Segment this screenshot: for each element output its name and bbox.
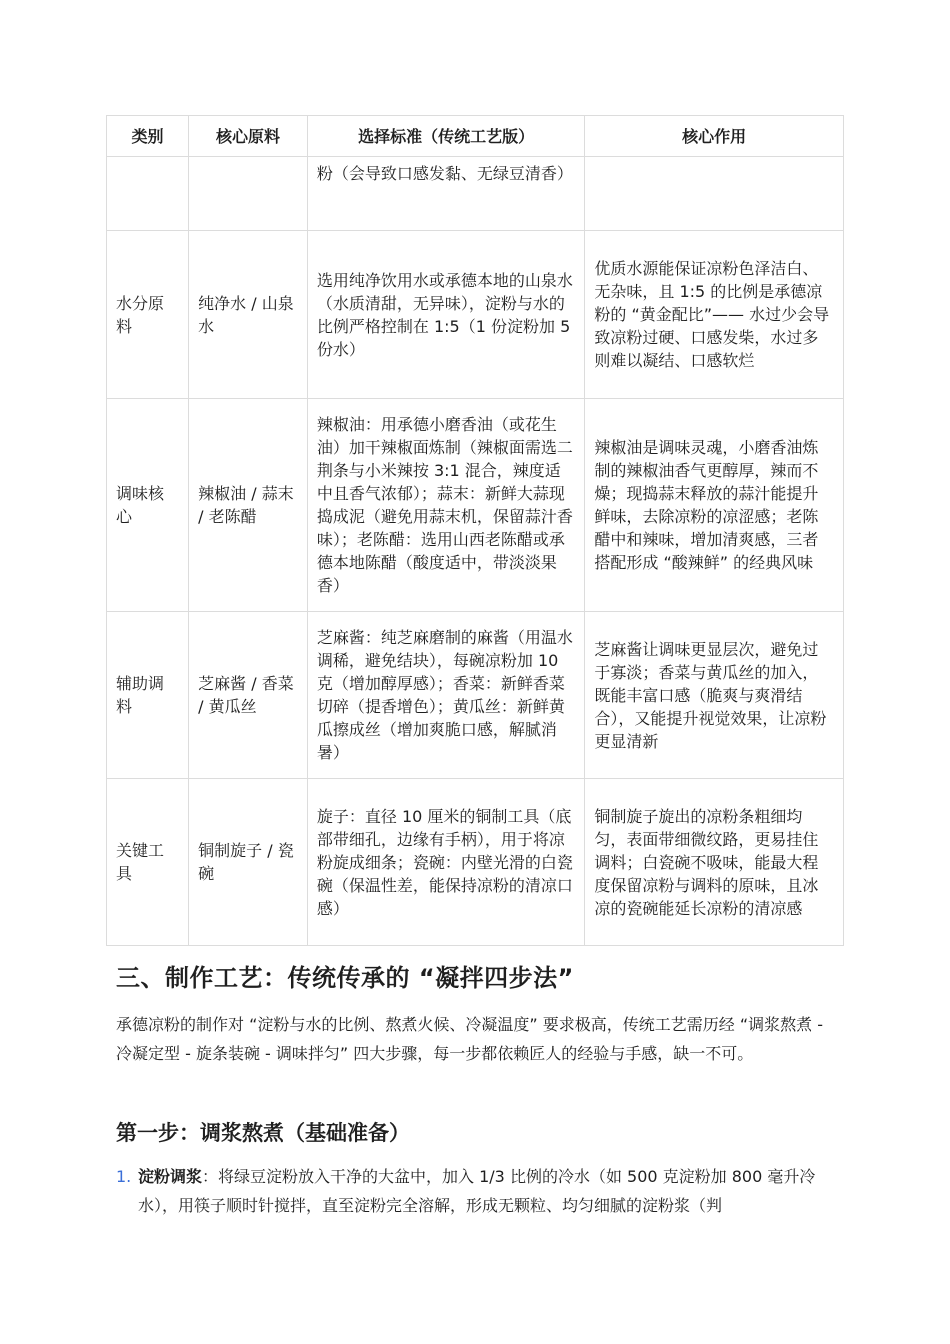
cell-standard: 芝麻酱：纯芝麻磨制的麻酱（用温水调稀，避免结块），每碗凉粉加 10 克（增加醇厚感）；香菜：新鲜香菜切碎（提香增色）；黄瓜丝：新鲜黄瓜擦成丝（增加爽脆口感，解腻消暑）: [307, 612, 584, 779]
section-intro-paragraph: 承德凉粉的制作对 “淀粉与水的比例、熬煮火候、冷凝温度” 要求极高，传统工艺需历经 “调浆熬煮 - 冷凝定型 - 旋条装碗 - 调味拌匀” 四大步骤，每一步都依赖匠人的经验与手感，缺一不可。: [116, 1015, 823, 1063]
cell-category: 调味核心: [107, 399, 189, 612]
cell-ingredients: [189, 157, 308, 231]
cell-standard: 旋子：直径 10 厘米的铜制工具（底部带细孔，边缘有手柄），用于将凉粉旋成细条；瓷碗：内壁光滑的白瓷碗（保温性差，能保持凉粉的清凉口感）: [307, 779, 584, 946]
table-row: [107, 157, 844, 231]
table-row: [107, 779, 844, 946]
list-item: [116, 1162, 838, 1220]
step-heading: 第一步：调浆熬煮（基础准备）: [116, 1121, 410, 1145]
cell-category: 关键工具: [107, 779, 189, 946]
header-role: 核心作用: [585, 116, 844, 157]
cell-role: 优质水源能保证凉粉色泽洁白、无杂味，且 1:5 的比例是承德凉粉的 “黄金配比”—— 水过少会导致凉粉过硬、口感发柴，水过多则难以凝结、口感软烂: [585, 231, 844, 399]
cell-category: [107, 157, 189, 231]
cell-ingredients: 纯净水 / 山泉水: [189, 231, 308, 399]
cell-role: 铜制旋子旋出的凉粉条粗细均匀，表面带细微纹路，更易挂住调料；白瓷碗不吸味，能最大程度保留凉粉与调料的原味，且冰凉的瓷碗能延长凉粉的清凉感: [585, 779, 844, 946]
section-heading: 三、制作工艺：传统传承的 “凝拌四步法”: [116, 964, 574, 992]
list-item-label: 淀粉调浆: [138, 1167, 203, 1186]
cell-role: 辣椒油是调味灵魂，小磨香油炼制的辣椒油香气更醇厚，辣而不燥；现捣蒜末释放的蒜汁能提升鲜味，去除凉粉的凉涩感；老陈醋中和辣味，增加清爽感，三者搭配形成 “酸辣鲜” 的经典风味: [585, 399, 844, 612]
cell-role: 芝麻酱让调味更显层次，避免过于寡淡；香菜与黄瓜丝的加入，既能丰富口感（脆爽与爽滑结合），又能提升视觉效果，让凉粉更显清新: [585, 612, 844, 779]
cell-role: [585, 157, 844, 231]
ingredients-table: [106, 115, 844, 946]
list-item-body: [138, 1162, 838, 1220]
table-row: [107, 399, 844, 612]
cell-category: 水分原料: [107, 231, 189, 399]
table-row: [107, 231, 844, 399]
cell-category: 辅助调料: [107, 612, 189, 779]
cell-ingredients: 铜制旋子 / 瓷碗: [189, 779, 308, 946]
cell-standard: 选用纯净饮用水或承德本地的山泉水（水质清甜，无异味），淀粉与水的比例严格控制在 1:5（1 份淀粉加 5 份水）: [307, 231, 584, 399]
cell-ingredients: 辣椒油 / 蒜末 / 老陈醋: [189, 399, 308, 612]
list-item-text: ：将绿豆淀粉放入干净的大盆中，加入 1/3 比例的冷水（如 500 克淀粉加 800 毫升冷水），用筷子顺时针搅拌，直至淀粉完全溶解，形成无颗粒、均匀细腻的淀粉浆（判: [138, 1167, 816, 1215]
header-category: 类别: [107, 116, 189, 157]
table-header-row: [107, 116, 844, 157]
table-row: [107, 612, 844, 779]
cell-standard: 粉（会导致口感发黏、无绿豆清香）: [307, 157, 584, 231]
list-item-number: 1.: [116, 1167, 132, 1186]
cell-ingredients: 芝麻酱 / 香菜 / 黄瓜丝: [189, 612, 308, 779]
header-ingredients: 核心原料: [189, 116, 308, 157]
cell-standard: 辣椒油：用承德小磨香油（或花生油）加干辣椒面炼制（辣椒面需选二荆条与小米辣按 3:1 混合，辣度适中且香气浓郁）；蒜末：新鲜大蒜现捣成泥（避免用蒜末机，保留蒜汁香味）；老陈醋：选用山西老陈醋或承德本地陈醋（酸度适中，带淡淡果香）: [307, 399, 584, 612]
header-standard: 选择标准（传统工艺版）: [307, 116, 584, 157]
